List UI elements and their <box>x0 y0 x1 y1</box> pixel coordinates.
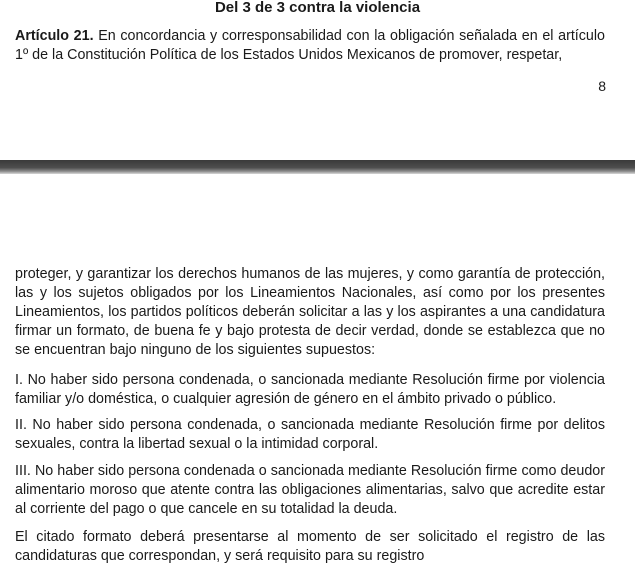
article-text: En concordancia y corresponsabilidad con la obligación señalada en el artículo 1º de la Constitución Política de los Estados Unidos Mexicanos de promover, respetar, <box>15 28 605 63</box>
page-number: 8 <box>598 78 606 94</box>
article-21-paragraph <box>15 27 605 65</box>
list-item-2: II. No haber sido persona condenada, o sancionada mediante Resolución firme por delitos sexuales, contra la libertad sexual o la intimidad corporal. <box>15 417 605 452</box>
page-break-divider <box>0 160 635 174</box>
paragraph-continuation: proteger, y garantizar los derechos humanos de las mujeres, y como garantía de protección, las y los sujetos obligados por los Lineamientos Nacionales, así como por los presentes Lineamientos, los partidos políticos deberán solicitar a las y los aspirantes a una candidatura firmar un formato, de buena fe y bajo protesta de decir verdad, donde se establezca que no se encuentran bajo ninguno de los siguientes supuestos: <box>15 266 605 358</box>
list-item-3: III. No haber sido persona condenada o sancionada mediante Resolución firme como deudor alimentario moroso que atente contra las obligaciones alimentarias, salvo que acredite estar al corriente del pago o que cancele en su totalidad la deuda. <box>15 463 605 517</box>
closing-paragraph: El citado formato deberá presentarse al momento de ser solicitado el registro de las candidaturas que correspondan, y será requisito para su registro <box>15 529 605 564</box>
article-label: Artículo 21. <box>15 28 94 44</box>
section-heading: Del 3 de 3 contra la violencia <box>214 0 421 16</box>
list-item-1: I. No haber sido persona condenada, o sancionada mediante Resolución firme por violencia familiar y/o doméstica, o cualquier agresión de género en el ámbito privado o público. <box>15 372 605 407</box>
document-page-upper <box>0 0 635 160</box>
